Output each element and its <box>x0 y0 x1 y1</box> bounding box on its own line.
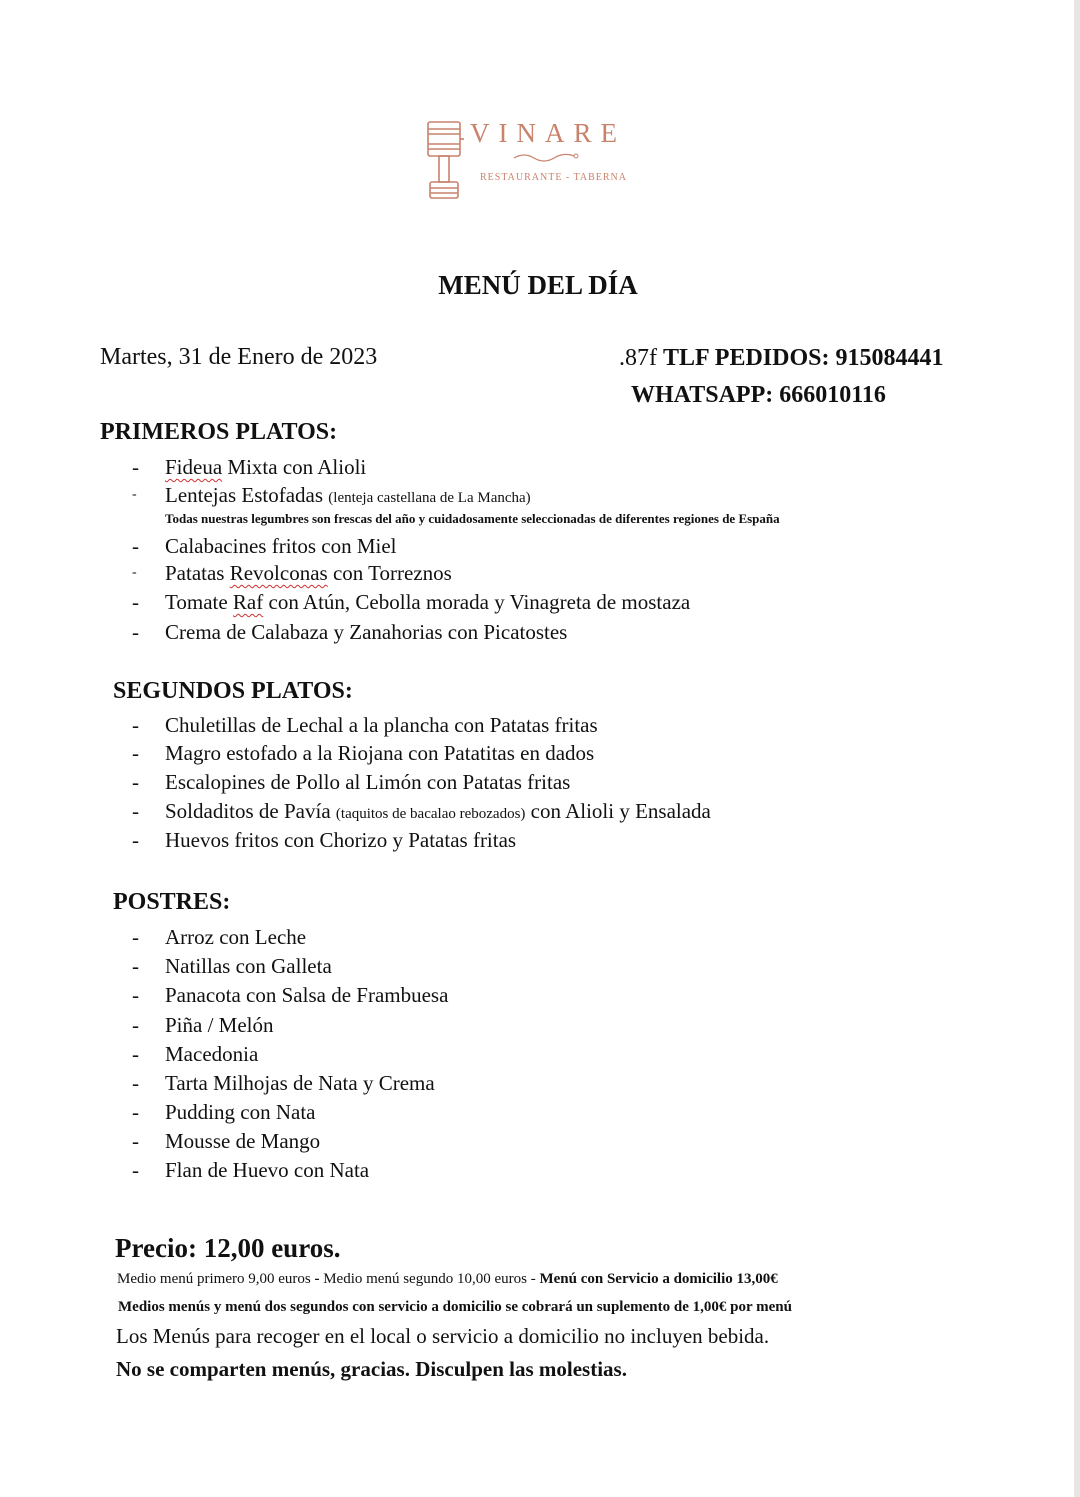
no-sharing-note: No se comparten menús, gracias. Disculpen las molestias. <box>116 1357 627 1381</box>
phone-prefix: .87f <box>619 345 663 371</box>
spellcheck-word: Revolconas <box>229 561 328 585</box>
item-text: Mixta con Alioli <box>222 455 367 479</box>
item-text: Soldaditos de Pavía <box>165 799 336 823</box>
list-item: Crema de Calabaza y Zanahorias con Picatostes <box>165 620 568 644</box>
list-bullet: - <box>132 799 139 823</box>
list-bullet: - <box>132 741 139 765</box>
list-item: Natillas con Galleta <box>165 954 332 978</box>
page-edge <box>1074 0 1080 1497</box>
list-bullet: - <box>132 925 139 949</box>
list-bullet: - <box>132 590 139 614</box>
page-title: MENÚ DEL DÍA <box>438 270 638 300</box>
list-item <box>165 483 531 508</box>
half-menu-first: Medio menú primero 9,00 euros <box>117 1271 315 1287</box>
phone-line <box>619 345 943 372</box>
menu-price: Precio: 12,00 euros. <box>115 1233 341 1263</box>
item-text: Lentejas Estofadas <box>165 483 329 507</box>
half-menu-prices <box>117 1271 778 1288</box>
list-bullet: - <box>132 954 139 978</box>
list-bullet: - <box>132 1158 139 1182</box>
list-bullet: - <box>132 713 139 737</box>
item-text: con Alioli y Ensalada <box>525 799 711 823</box>
logo-wordmark: VINARE <box>470 118 626 148</box>
list-item: Escalopines de Pollo al Limón con Patatas fritas <box>165 770 571 794</box>
list-bullet: - <box>132 1071 139 1095</box>
list-bullet: - <box>132 1129 139 1153</box>
separator: - <box>314 1271 320 1287</box>
half-menu-second: Medio menú segundo 10,00 euros - <box>319 1271 540 1287</box>
list-bullet: - <box>132 1013 139 1037</box>
spellcheck-word: Raf <box>232 590 264 614</box>
list-item <box>165 590 690 615</box>
item-text: con Atún, Cebolla morada y Vinagreta de mostaza <box>263 590 691 614</box>
list-item: Arroz con Leche <box>165 925 307 949</box>
list-bullet: - <box>132 455 139 479</box>
delivery-price: Menú con Servicio a domicilio 13,00€ <box>539 1271 778 1287</box>
item-note: (lenteja castellana de La Mancha) <box>328 490 531 506</box>
gavel-icon <box>424 118 464 202</box>
phone-orders: TLF PEDIDOS: 915084441 <box>663 345 944 371</box>
spellcheck-word: Fideua <box>165 455 223 479</box>
logo-tagline: RESTAURANTE - TABERNA <box>480 172 627 183</box>
list-bullet: - <box>132 983 139 1007</box>
list-item: Tarta Milhojas de Nata y Crema <box>165 1071 435 1095</box>
restaurant-logo <box>424 118 664 202</box>
list-item: Pudding con Nata <box>165 1100 316 1124</box>
list-bullet: - <box>132 770 139 794</box>
list-bullet: - <box>132 620 139 644</box>
item-text: Patatas <box>165 561 230 585</box>
list-item <box>165 455 366 480</box>
no-drink-note: Los Menús para recoger en el local o servicio a domicilio no incluyen bebida. <box>116 1324 770 1348</box>
delivery-supplement-note: Medios menús y menú dos segundos con servicio a domicilio se cobrará un suplemento de 1,00€ por menú <box>118 1299 792 1315</box>
list-item: Macedonia <box>165 1042 259 1066</box>
list-item: Mousse de Mango <box>165 1129 321 1153</box>
list-bullet: - <box>132 565 137 580</box>
item-text: con Torreznos <box>327 561 452 585</box>
list-item: Chuletillas de Lechal a la plancha con Patatas fritas <box>165 713 598 737</box>
section-heading-postres: POSTRES: <box>113 889 231 915</box>
list-bullet: - <box>132 828 139 852</box>
list-item: Panacota con Salsa de Frambuesa <box>165 983 449 1007</box>
list-item <box>165 561 452 586</box>
list-bullet: - <box>132 534 139 558</box>
list-item <box>165 799 711 824</box>
item-note: (taquitos de bacalao rebozados) <box>335 806 526 822</box>
list-item: Magro estofado a la Riojana con Patatitas en dados <box>165 741 595 765</box>
list-item: Huevos fritos con Chorizo y Patatas fritas <box>165 828 517 852</box>
logo-swirl-ornament <box>512 150 582 164</box>
item-text: Tomate <box>165 590 233 614</box>
section-heading-primeros: PRIMEROS PLATOS: <box>100 419 338 445</box>
list-bullet: - <box>132 487 137 502</box>
section-heading-segundos: SEGUNDOS PLATOS: <box>113 678 353 704</box>
list-bullet: - <box>132 1042 139 1066</box>
legumes-note: Todas nuestras legumbres son frescas del año y cuidadosamente seleccionadas de diferentes regiones de España <box>165 511 780 526</box>
list-item: Calabacines fritos con Miel <box>165 534 397 558</box>
list-item: Flan de Huevo con Nata <box>165 1158 370 1182</box>
whatsapp-number: WHATSAPP: 666010116 <box>631 382 886 408</box>
list-item: Piña / Melón <box>165 1013 274 1037</box>
list-bullet: - <box>132 1100 139 1124</box>
menu-date: Martes, 31 de Enero de 2023 <box>100 344 378 370</box>
